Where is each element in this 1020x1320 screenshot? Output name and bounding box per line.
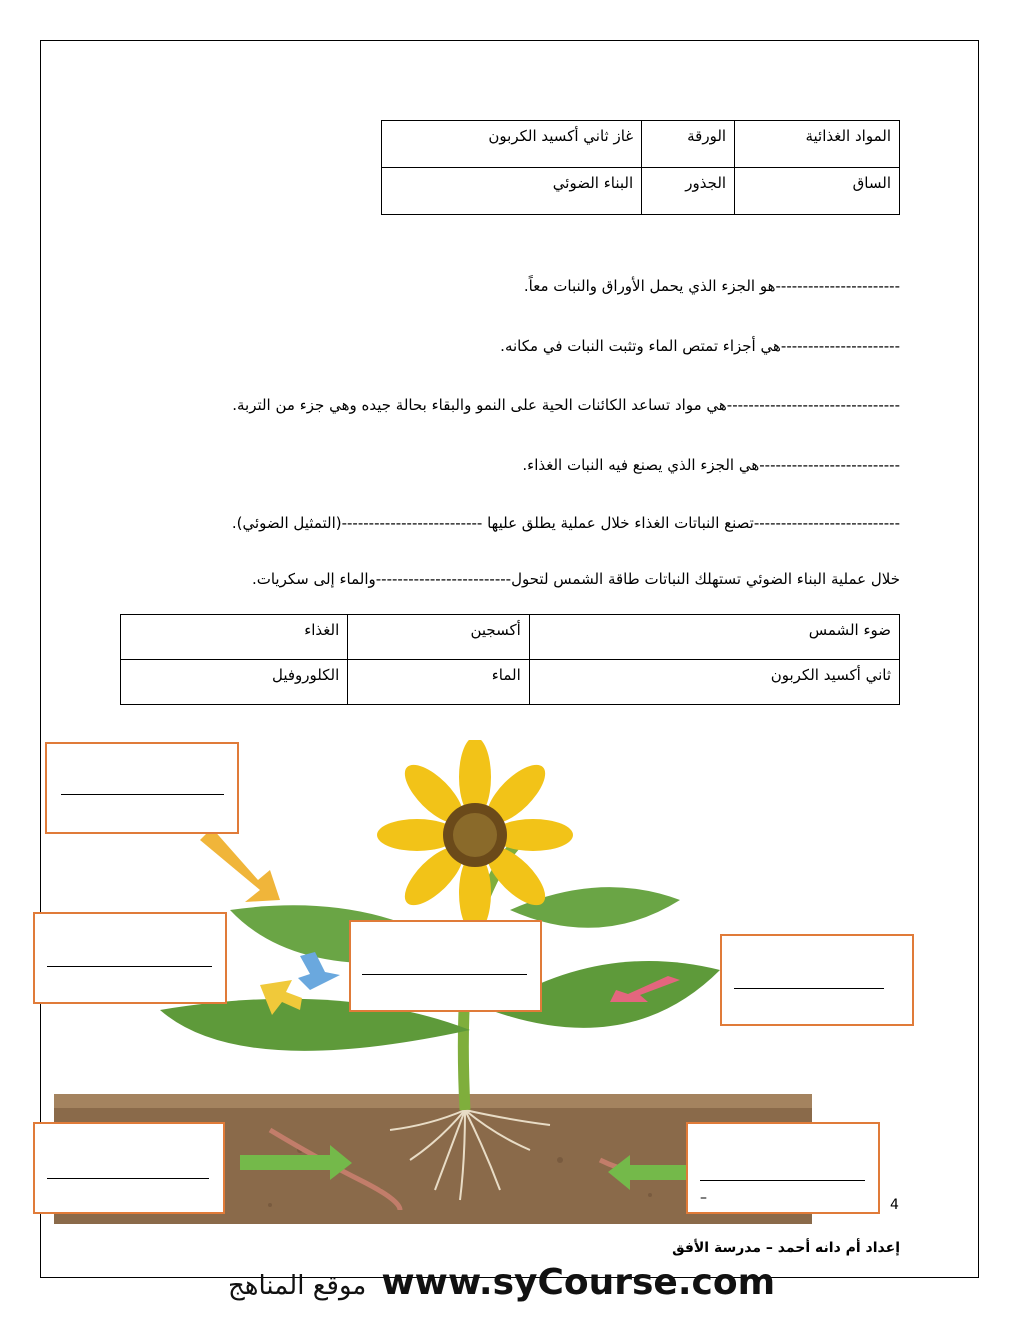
word-cell: المواد الغذائية — [735, 121, 900, 168]
label-box-water-left[interactable] — [33, 1122, 225, 1214]
answer-line — [61, 794, 224, 795]
label-box-carbon-dioxide[interactable] — [720, 934, 914, 1026]
fill-sentence: خلال عملية البناء الضوئي تستهلك النباتات طاقة الشمس لتحول-------------------------والماء إلى سكريات. — [251, 570, 900, 588]
word-cell: الورقة — [642, 121, 735, 168]
label-box-oxygen[interactable] — [33, 912, 227, 1004]
fill-sentence: ----------------------هي أجزاء تمتص الماء وتثبت النبات في مكانه. — [500, 337, 900, 355]
word-cell: الساق — [735, 168, 900, 215]
label-box-water-right[interactable] — [686, 1122, 880, 1214]
fill-sentence: --------------------------هي الجزء الذي يصنع فيه النبات الغذاء. — [522, 456, 900, 474]
label-box-stem[interactable] — [349, 920, 542, 1012]
watermark-site: www.syCourse.com — [381, 1262, 776, 1303]
word-cell: الجذور — [642, 168, 735, 215]
answer-dash: – — [700, 1190, 707, 1206]
word-cell: الماء — [348, 660, 530, 705]
word-cell: الكلوروفيل — [121, 660, 348, 705]
fill-sentence: ---------------------------تصنع النباتات الغذاء خلال عملية يطلق عليها --------------------------(التمثيل الضوئي). — [231, 514, 900, 532]
answer-line — [362, 974, 527, 975]
word-cell: البناء الضوئي — [382, 168, 642, 215]
watermark-arabic: موقع المناهج — [228, 1271, 367, 1301]
word-cell: ثاني أكسيد الكربون — [529, 660, 899, 705]
answer-line — [700, 1180, 865, 1181]
sunlight-arrow-icon — [200, 828, 280, 902]
word-bank-table-1 — [381, 120, 900, 215]
fill-sentence: --------------------------------هي مواد تساعد الكائنات الحية على النمو والبقاء بحالة جيده وهي جزء من التربة. — [232, 396, 900, 414]
word-cell: ضوء الشمس — [529, 615, 899, 660]
word-cell: أكسجين — [348, 615, 530, 660]
word-cell: غاز ثاني أكسيد الكربون — [382, 121, 642, 168]
fill-sentence: -----------------------هو الجزء الذي يحمل الأوراق والنبات معاً. — [523, 277, 900, 295]
page-number: 4 — [890, 1197, 899, 1213]
label-box-sunlight[interactable] — [45, 742, 239, 834]
word-bank-table-2 — [120, 614, 900, 705]
word-cell: الغذاء — [121, 615, 348, 660]
footer-credit: إعداد أم دانه أحمد – مدرسة الأفق — [672, 1240, 900, 1256]
watermark — [228, 1262, 788, 1308]
answer-line — [734, 988, 884, 989]
answer-line — [47, 966, 212, 967]
answer-line — [47, 1178, 209, 1179]
